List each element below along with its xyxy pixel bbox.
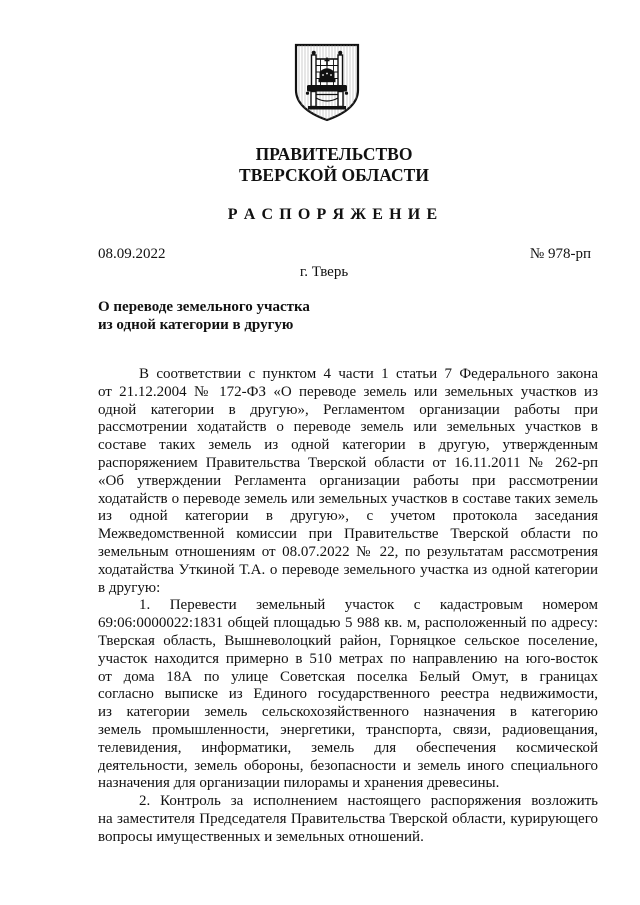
subject-line: О переводе земельного участка <box>98 299 310 315</box>
body-line: 1. Перевести земельный участок с кадастровым номером <box>139 597 598 614</box>
issuer-name-line: ТВЕРСКОЙ ОБЛАСТИ <box>239 164 429 185</box>
body-line: 2. Контроль за исполнением настоящего распоряжения возложить <box>139 793 598 810</box>
paragraph-preamble <box>98 366 598 597</box>
body-line: ходатайств о переводе земель или земельных участков в составе таких земель <box>98 490 598 507</box>
body-line: Тверская область, Вышневолоцкий район, Горняцкое сельское поселение, <box>98 632 598 649</box>
document-type: Р А С П О Р Я Ж Е Н И Е <box>227 206 439 223</box>
body-line: из одной категории в другую», с учетом протокола заседания <box>98 508 598 525</box>
issuer-name-line: ПРАВИТЕЛЬСТВО <box>255 144 413 164</box>
document-subject <box>98 298 498 334</box>
body-line: ходатайства Уткиной Т.А. о переводе земельного участка из одной категории <box>98 561 598 578</box>
tver-coat-of-arms-icon <box>291 40 363 124</box>
body-line: Межведомственной комиссии при Правительстве Тверской области по <box>98 526 598 543</box>
body-line: телевидения, информатики, земель для обеспечения космической <box>98 739 598 756</box>
body-line: вопросы имущественных и земельных отношений. <box>98 828 424 845</box>
body-line: земель промышленности, энергетики, транспорта, связи, радиовещания, <box>98 721 598 738</box>
body-line: участок находится примерно в 510 метрах по направлению на юго-восток <box>98 650 598 667</box>
document-city: г. Тверь <box>299 264 349 280</box>
body-line: от дома 18А по улице Советская поселка Белый Омут, в границах <box>98 668 598 685</box>
document-body <box>98 366 598 847</box>
body-line: на заместителя Председателя Правительства Тверской области, курирующего <box>98 810 598 827</box>
body-line: земельным отношениям от 08.07.2022 № 22, по результатам рассмотрения <box>98 543 598 560</box>
body-line: из категории земель сельскохозяйственного назначения в категорию <box>98 704 598 721</box>
body-line: В соответствии с пунктом 4 части 1 статьи 7 Федерального закона <box>139 366 598 382</box>
body-line: рассмотрении ходатайств о переводе земель или земельных участков в <box>98 419 598 436</box>
body-line: согласно выписке из Единого государственного реестра недвижимости, <box>98 686 598 703</box>
body-line: «Об утверждении Регламента организации работы при рассмотрении <box>98 472 598 489</box>
document-date: 08.09.2022 <box>98 246 166 262</box>
body-line: назначения для организации пилорамы и хранения древесины. <box>98 775 500 792</box>
body-line: одной категории в другую», Регламентом организации работы при <box>98 401 598 418</box>
body-line: составе таких земель из одной категории в другую, утвержденным <box>98 437 598 454</box>
issuer-name <box>184 144 484 185</box>
body-line: 69:06:0000022:1831 общей площадью 5 988 кв. м, расположенный по адресу: <box>98 615 598 632</box>
paragraph-item-2 <box>98 793 598 846</box>
document-number: № 978-рп <box>529 246 591 262</box>
body-line: от 21.12.2004 № 172-ФЗ «О переводе земель или земельных участков из <box>98 383 598 400</box>
subject-line: из одной категории в другую <box>98 317 294 333</box>
paragraph-item-1 <box>98 597 598 793</box>
body-line: деятельности, земель обороны, безопасности и земель иного специального <box>98 757 598 774</box>
body-line: в другую: <box>98 579 161 596</box>
body-line: распоряжением Правительства Тверской области от 16.11.2011 № 262-рп <box>98 454 598 471</box>
